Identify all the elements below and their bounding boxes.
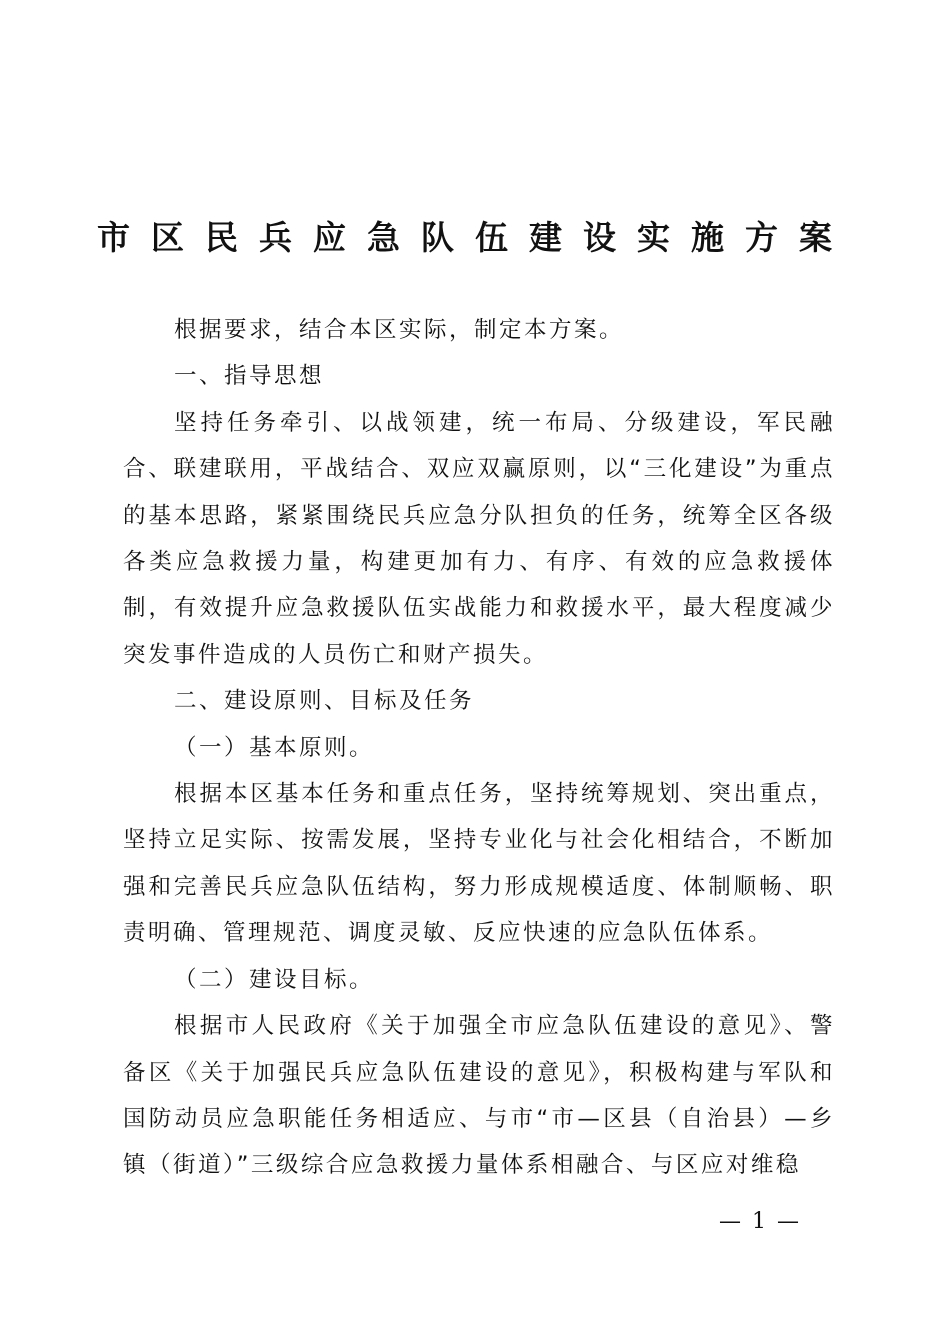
intro-paragraph: 根据要求，结合本区实际，制定本方案。	[174, 317, 625, 343]
basic-principles-paragraph: 根据本区基本任务和重点任务，坚持统筹规划、突出重点，坚持立足实际、按需发展，坚持专业化与社会化相结合，不断加强和完善民兵应急队伍结构，努力形成规模适度、体制顺畅、职责明确、管理规范、调度灵敏、反应快速的应急队伍体系。	[123, 781, 835, 947]
section-heading-guiding-thought: 一、指导思想	[174, 363, 325, 390]
document-title: 市区民兵应急队伍建设实施方案	[97, 218, 853, 257]
subsection-heading-basic-principles: （一）基本原则。	[174, 734, 375, 761]
construction-goals-paragraph: 根据市人民政府《关于加强全市应急队伍建设的意见》、警备区《关于加强民兵应急队伍建设的意见》，积极构建与军队和国防动员应急职能任务相适应、与市“市—区县（自治县）—乡镇（街道）”三级综合应急救援力量体系相融合、与区应对维稳	[123, 1013, 835, 1179]
document-body	[123, 307, 835, 1189]
subsection-heading-construction-goals: （二）建设目标。	[174, 966, 375, 993]
section-heading-principles-goals-tasks: 二、建设原则、目标及任务	[174, 688, 475, 715]
guiding-thought-paragraph: 坚持任务牵引、以战领建，统一布局、分级建设，军民融合、联建联用，平战结合、双应双赢原则，以“三化建设”为重点的基本思路，紧紧围绕民兵应急分队担负的任务，统筹全区各级各类应急救援力量，构建更加有力、有序、有效的应急救援体制，有效提升应急救援队伍实战能力和救援水平，最大程度减少突发事件造成的人员伤亡和财产损失。	[123, 409, 835, 668]
page-number: — 1 —	[719, 1209, 801, 1234]
